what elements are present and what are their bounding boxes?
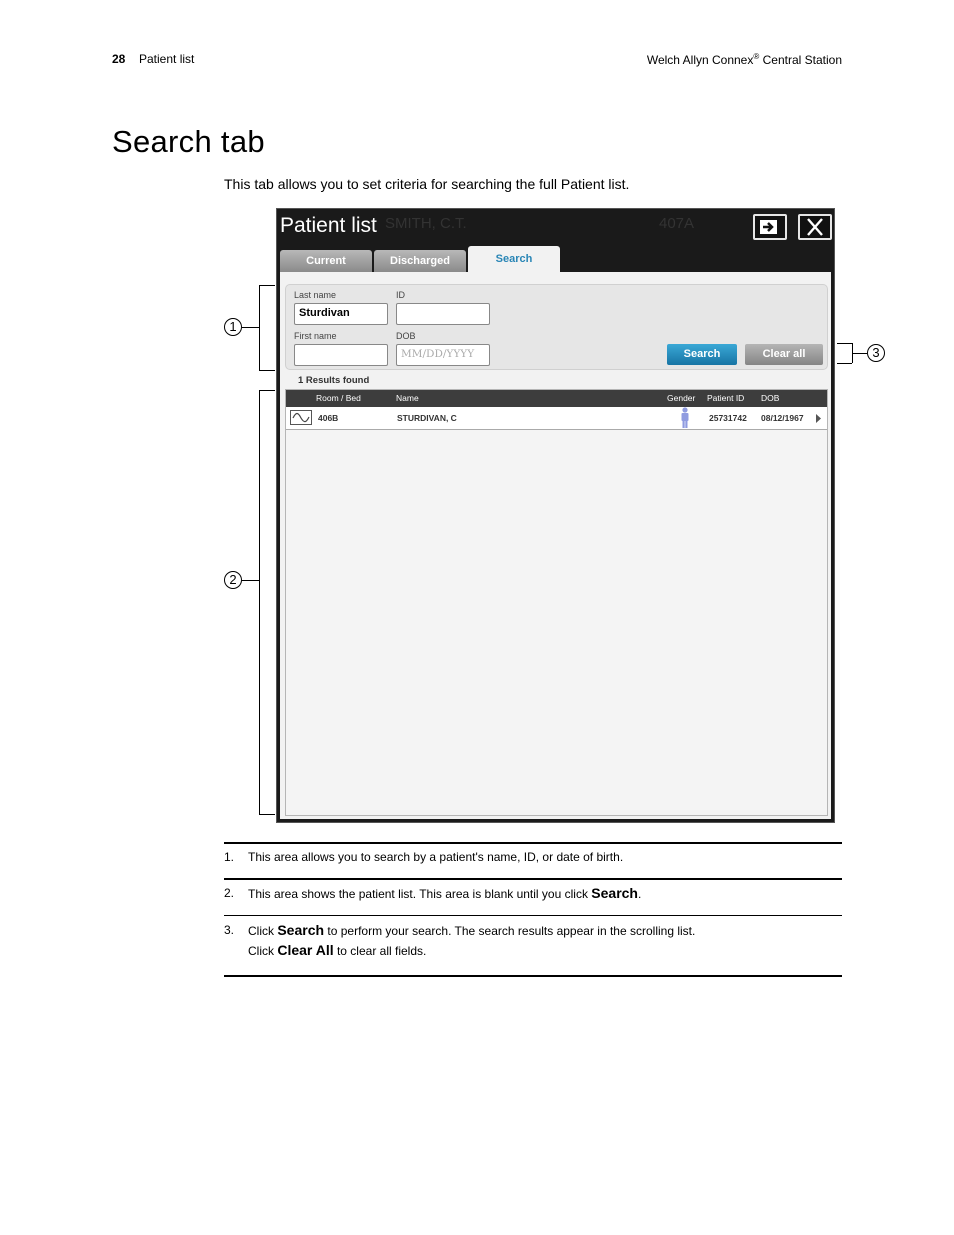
note-3-l1-before: Click [248, 924, 278, 938]
callout-1: 1 [224, 318, 242, 336]
table-rule-1 [224, 878, 842, 880]
bracket-2-top [259, 390, 275, 391]
table-rule-2 [224, 915, 842, 916]
page-number: 28 [112, 52, 126, 66]
export-button[interactable] [753, 214, 787, 240]
note-2-before: This area shows the patient list. This area is blank until you click [248, 887, 592, 901]
intro-paragraph: This tab allows you to set criteria for searching the full Patient list. [224, 176, 630, 192]
results-count: 1 Results found [298, 375, 370, 386]
note-3-line-1 [248, 922, 695, 938]
close-button[interactable] [798, 214, 832, 240]
first-name-label: First name [294, 331, 337, 341]
note-2-text [248, 885, 641, 901]
list-header [286, 390, 827, 407]
background-room: 407A [659, 215, 695, 232]
row-dob: 08/12/1967 [761, 413, 804, 423]
note-1-number: 1. [224, 850, 235, 864]
note-2-number: 2. [224, 886, 235, 900]
row-name: STURDIVAN, C [397, 413, 457, 423]
note-3-l2-after: to clear all fields. [333, 944, 427, 958]
note-1-text: This area allows you to search by a patient's name, ID, or date of birth. [248, 850, 624, 864]
bracket-3-bottom [837, 363, 852, 364]
bracket-2 [259, 390, 260, 814]
leader-3 [852, 353, 867, 354]
col-dob: DOB [761, 393, 780, 403]
bracket-1-bottom [259, 370, 275, 371]
note-3-line-2 [248, 942, 426, 958]
col-name: Name [396, 393, 419, 403]
male-gender-icon [680, 407, 690, 428]
search-criteria-area [285, 284, 828, 370]
leader-1 [242, 327, 259, 328]
note-3-l2-bold: Clear All [277, 942, 334, 958]
export-icon [757, 218, 783, 236]
note-3-number: 3. [224, 923, 235, 937]
tab-discharged[interactable]: Discharged [374, 250, 466, 272]
close-icon [802, 218, 828, 236]
product-suffix: Central Station [762, 53, 842, 67]
table-row[interactable] [286, 407, 827, 430]
search-panel [280, 272, 831, 819]
background-patient-name: SMITH, C.T. [385, 215, 467, 232]
window-title: Patient list [280, 214, 377, 237]
col-room-bed: Room / Bed [316, 393, 361, 403]
first-name-input[interactable] [294, 344, 388, 366]
note-2-after: . [637, 887, 642, 901]
chevron-right-icon [816, 414, 822, 423]
patient-results-list[interactable] [285, 389, 828, 816]
waveform-icon [290, 410, 312, 425]
bracket-3-top [837, 343, 852, 344]
tab-current[interactable]: Current [280, 250, 372, 272]
section-name: Patient list [139, 52, 195, 66]
id-input[interactable] [396, 303, 490, 325]
callout-2: 2 [224, 571, 242, 589]
note-3-l2-before: Click [248, 944, 278, 958]
row-room-bed: 406B [318, 413, 339, 423]
page-title: Search tab [112, 124, 265, 159]
row-patient-id: 25731742 [709, 413, 747, 423]
dob-label: DOB [396, 331, 416, 341]
clear-all-button[interactable]: Clear all [745, 344, 823, 365]
table-top-rule [224, 842, 842, 844]
registered-mark: ® [753, 52, 760, 61]
product-name-text: Welch Allyn Connex [646, 53, 754, 67]
search-button[interactable]: Search [667, 344, 737, 365]
leader-2 [242, 580, 259, 581]
note-3-l1-bold: Search [277, 922, 325, 938]
callout-3: 3 [867, 344, 885, 362]
tab-search[interactable]: Search [468, 246, 560, 273]
dob-input[interactable]: MM/DD/YYYY [396, 344, 490, 366]
col-gender: Gender [667, 393, 696, 403]
id-label: ID [396, 290, 405, 300]
note-2-bold: Search [591, 885, 638, 901]
note-3-l1-after: to perform your search. The search results appear in the scrolling list. [324, 924, 696, 938]
patient-list-screenshot [276, 208, 835, 823]
bracket-1-top [259, 285, 275, 286]
bracket-1 [259, 285, 260, 370]
table-bottom-rule [224, 975, 842, 977]
last-name-input[interactable]: Sturdivan [294, 303, 388, 325]
bracket-2-bottom [259, 814, 275, 815]
product-name [647, 52, 842, 67]
col-patient-id: Patient ID [707, 393, 745, 403]
last-name-label: Last name [294, 290, 337, 300]
